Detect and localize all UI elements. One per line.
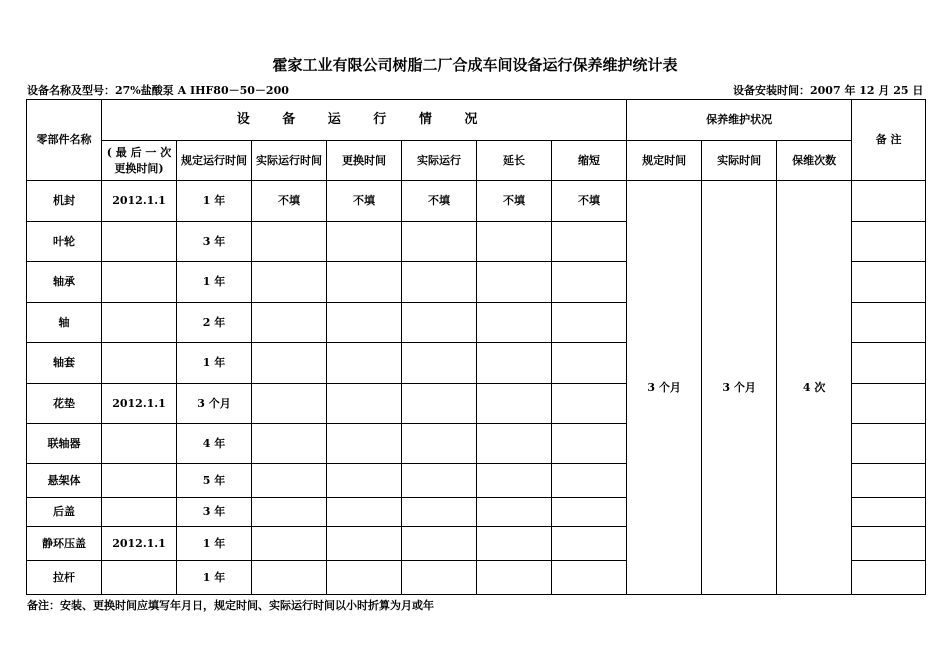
- header-shorten: 缩短: [552, 141, 627, 181]
- cell-shorten: [552, 464, 627, 498]
- cell-extend: [477, 384, 552, 424]
- cell-shorten: [552, 424, 627, 464]
- cell-replace-time: 不填: [327, 181, 402, 222]
- cell-actual-run: [402, 527, 477, 561]
- cell-replace-time: [327, 424, 402, 464]
- header-part-name: 零部件名称: [27, 100, 102, 181]
- cell-shorten: [552, 498, 627, 527]
- cell-actual-runtime: [252, 561, 327, 595]
- cell-actual-runtime: [252, 424, 327, 464]
- cell-part: 拉杆: [27, 561, 102, 595]
- cell-actual-run: [402, 464, 477, 498]
- cell-last-replace: [102, 343, 177, 384]
- cell-shorten: [552, 262, 627, 303]
- cell-actual-runtime: [252, 464, 327, 498]
- cell-remarks: [852, 222, 926, 262]
- cell-spec-runtime: 3 个月: [177, 384, 252, 424]
- cell-part: 花垫: [27, 384, 102, 424]
- cell-replace-time: [327, 343, 402, 384]
- cell-spec-runtime: 1 年: [177, 343, 252, 384]
- cell-last-replace: [102, 464, 177, 498]
- header-replace-time: 更换时间: [327, 141, 402, 181]
- cell-remarks: [852, 181, 926, 222]
- cell-extend: [477, 424, 552, 464]
- maintenance-table: [26, 99, 926, 595]
- cell-spec-runtime: 1 年: [177, 262, 252, 303]
- install-date: 设备安装时间：2007 年 12 月 25 日: [733, 84, 924, 97]
- cell-last-replace: [102, 561, 177, 595]
- header-running-status: 设 备 运 行 情 况: [102, 100, 627, 141]
- cell-spec-runtime: 1 年: [177, 181, 252, 222]
- cell-remarks: [852, 561, 926, 595]
- cell-last-replace: [102, 222, 177, 262]
- cell-remarks: [852, 343, 926, 384]
- cell-spec-runtime: 4 年: [177, 424, 252, 464]
- cell-remarks: [852, 384, 926, 424]
- header-maint-count: 保维次数: [777, 141, 852, 181]
- cell-part: 联轴器: [27, 424, 102, 464]
- cell-extend: [477, 222, 552, 262]
- cell-maint-actual: 3 个月: [702, 181, 777, 595]
- footnote: 备注：安装、更换时间应填写年月日，规定时间、实际运行时间以小时折算为月或年: [27, 599, 434, 612]
- cell-shorten: [552, 384, 627, 424]
- cell-shorten: [552, 343, 627, 384]
- cell-extend: [477, 303, 552, 343]
- cell-spec-runtime: 3 年: [177, 498, 252, 527]
- header-extend: 延长: [477, 141, 552, 181]
- cell-actual-runtime: [252, 303, 327, 343]
- header-actual-run: 实际运行: [402, 141, 477, 181]
- cell-last-replace: 2012.1.1: [102, 181, 177, 222]
- cell-shorten: [552, 561, 627, 595]
- cell-part: 后盖: [27, 498, 102, 527]
- cell-extend: [477, 561, 552, 595]
- cell-extend: [477, 498, 552, 527]
- header-spec-runtime: 规定运行时间: [177, 141, 252, 181]
- cell-actual-run: [402, 343, 477, 384]
- header-remarks: 备 注: [852, 100, 926, 181]
- cell-actual-run: [402, 384, 477, 424]
- cell-remarks: [852, 424, 926, 464]
- cell-replace-time: [327, 561, 402, 595]
- cell-part: 轴承: [27, 262, 102, 303]
- cell-shorten: 不填: [552, 181, 627, 222]
- header-maintenance-status: 保养维护状况: [627, 100, 852, 141]
- page-title: 霍家工业有限公司树脂二厂合成车间设备运行保养维护统计表: [272, 56, 678, 74]
- cell-last-replace: [102, 262, 177, 303]
- cell-remarks: [852, 262, 926, 303]
- cell-spec-runtime: 1 年: [177, 527, 252, 561]
- cell-part: 机封: [27, 181, 102, 222]
- cell-spec-runtime: 2 年: [177, 303, 252, 343]
- cell-actual-runtime: [252, 498, 327, 527]
- cell-actual-runtime: [252, 222, 327, 262]
- cell-maint-count: 4 次: [777, 181, 852, 595]
- table-row: [27, 181, 926, 222]
- cell-spec-runtime: 1 年: [177, 561, 252, 595]
- cell-last-replace: [102, 303, 177, 343]
- cell-last-replace: [102, 424, 177, 464]
- cell-remarks: [852, 303, 926, 343]
- cell-shorten: [552, 222, 627, 262]
- cell-spec-runtime: 3 年: [177, 222, 252, 262]
- cell-actual-run: [402, 561, 477, 595]
- cell-extend: [477, 343, 552, 384]
- header-last-replace: ( 最 后 一 次更换时间): [102, 141, 177, 181]
- cell-replace-time: [327, 222, 402, 262]
- cell-actual-run: 不填: [402, 181, 477, 222]
- cell-last-replace: 2012.1.1: [102, 527, 177, 561]
- header-actual-runtime: 实际运行时间: [252, 141, 327, 181]
- cell-remarks: [852, 527, 926, 561]
- header-row-1: [27, 100, 926, 141]
- cell-replace-time: [327, 303, 402, 343]
- cell-part: 静环压盖: [27, 527, 102, 561]
- cell-replace-time: [327, 498, 402, 527]
- header-maint-spec: 规定时间: [627, 141, 702, 181]
- cell-actual-run: [402, 222, 477, 262]
- cell-replace-time: [327, 464, 402, 498]
- header-maint-actual: 实际时间: [702, 141, 777, 181]
- cell-part: 轴: [27, 303, 102, 343]
- cell-extend: [477, 262, 552, 303]
- cell-extend: [477, 527, 552, 561]
- cell-actual-runtime: [252, 384, 327, 424]
- cell-maint-spec: 3 个月: [627, 181, 702, 595]
- cell-last-replace: [102, 498, 177, 527]
- cell-actual-run: [402, 262, 477, 303]
- cell-actual-runtime: 不填: [252, 181, 327, 222]
- cell-shorten: [552, 527, 627, 561]
- cell-actual-runtime: [252, 527, 327, 561]
- cell-actual-runtime: [252, 343, 327, 384]
- cell-last-replace: 2012.1.1: [102, 384, 177, 424]
- header-row-2: [27, 141, 926, 181]
- cell-part: 叶轮: [27, 222, 102, 262]
- cell-part: 悬架体: [27, 464, 102, 498]
- cell-shorten: [552, 303, 627, 343]
- equipment-info: 设备名称及型号：27%盐酸泵 A IHF80－50－200: [27, 84, 289, 97]
- cell-spec-runtime: 5 年: [177, 464, 252, 498]
- cell-remarks: [852, 498, 926, 527]
- cell-remarks: [852, 464, 926, 498]
- cell-replace-time: [327, 527, 402, 561]
- cell-part: 轴套: [27, 343, 102, 384]
- cell-actual-run: [402, 498, 477, 527]
- cell-actual-run: [402, 303, 477, 343]
- cell-actual-runtime: [252, 262, 327, 303]
- cell-extend: 不填: [477, 181, 552, 222]
- cell-replace-time: [327, 262, 402, 303]
- cell-actual-run: [402, 424, 477, 464]
- cell-extend: [477, 464, 552, 498]
- cell-replace-time: [327, 384, 402, 424]
